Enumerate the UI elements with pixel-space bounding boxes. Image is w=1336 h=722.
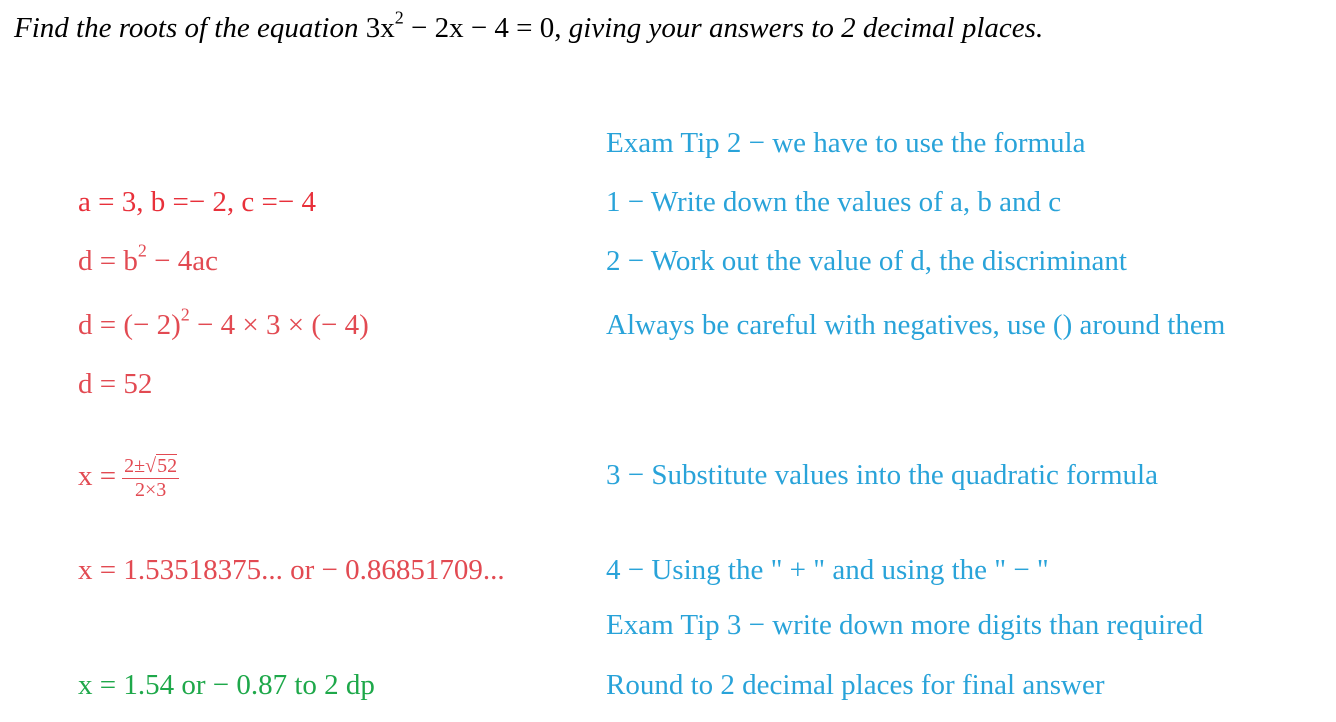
question-suffix: giving your answers to 2 decimal places. <box>561 12 1044 44</box>
quadratic-fraction <box>122 455 179 502</box>
working-line-quadratic-formula <box>78 455 179 502</box>
discriminant-substitution-a: d = (− 2) <box>78 309 181 341</box>
tip-step-2: 2 − Work out the value of d, the discriminant <box>606 245 1127 277</box>
discriminant-substitution-b: − 4 × 3 × (− 4) <box>189 309 369 341</box>
working-line-discriminant-formula <box>78 240 218 277</box>
radicand: 52 <box>157 455 178 477</box>
working-line-discriminant-substitution <box>78 304 369 341</box>
question-prefix: Find the roots of the equation <box>14 12 366 44</box>
discriminant-substitution-exponent: 2 <box>180 304 190 325</box>
tip-negatives: Always be careful with negatives, use () around them <box>606 309 1226 341</box>
tip-round: Round to 2 decimal places for final answer <box>606 669 1105 701</box>
question-equation-a: 3x <box>365 12 395 44</box>
question-equation-b: − 2x − 4 = 0, <box>403 12 562 44</box>
tip-step-4: 4 − Using the " + " and using the " − " <box>606 554 1049 586</box>
fraction-numerator <box>122 455 179 479</box>
working-line-final-answer: x = 1.54 or − 0.87 to 2 dp <box>78 669 375 701</box>
tip-step-1: 1 − Write down the values of a, b and c <box>606 186 1062 218</box>
discriminant-formula-b: − 4ac <box>146 245 218 277</box>
quadratic-lhs: x = <box>78 460 117 493</box>
exam-tip-2: Exam Tip 2 − we have to use the formula <box>606 127 1086 159</box>
tip-step-3: 3 − Substitute values into the quadratic formula <box>606 459 1158 491</box>
square-root-symbol: √ <box>145 455 157 477</box>
numerator-prefix: 2± <box>124 455 146 477</box>
fraction-denominator: 2×3 <box>134 479 167 501</box>
discriminant-formula-exponent: 2 <box>137 240 147 261</box>
question-exponent: 2 <box>394 7 404 28</box>
working-line-roots-unrounded: x = 1.53518375... or − 0.86851709... <box>78 554 505 586</box>
question-text <box>14 7 1044 44</box>
exam-tip-3: Exam Tip 3 − write down more digits than required <box>606 609 1204 641</box>
discriminant-formula-a: d = b <box>78 245 138 277</box>
working-line-coefficients: a = 3, b =− 2, c =− 4 <box>78 186 317 218</box>
working-line-discriminant-value: d = 52 <box>78 368 153 400</box>
